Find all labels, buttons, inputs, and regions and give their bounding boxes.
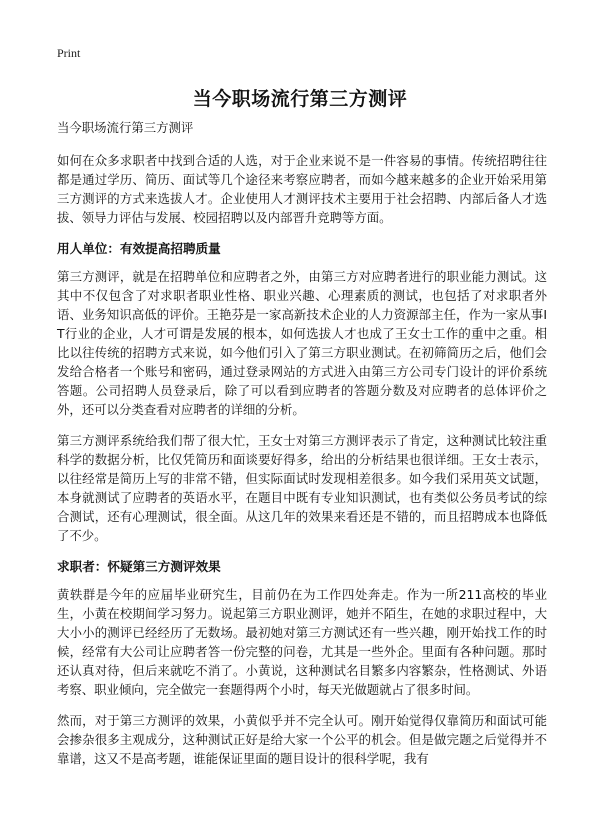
article-subtitle: 当今职场流行第三方测评 xyxy=(57,120,194,135)
paragraph-employer-1: 第三方测评，就是在招聘单位和应聘者之外，由第三方对应聘者进行的职业能力测试。这其中不仅包含了对求职者职业性格、职业兴趣、心理素质的测试，也包括了对求职者外语、业务知识高低的评价。王艳芬是一家高新技术企业的人力资源部主任，作为一家从事IT行业的企业，人才可谓是发展的根本，如何选拔人才也成了王女士工作的重中之重。相比以往传统的招聘方式来说，如今他们引入了第三方职业测试。在初筛简历之后，他们会发给合格者一个账号和密码，通过登录网站的方式进入由第三方公司专门设计的评价系统答题。公司招聘人员登录后，除了可以看到应聘者的答题分数及对应聘者的总体评价之外，还可以分类查看对应聘者的详细的分析。 xyxy=(57,269,547,417)
paragraph-jobseeker-1: 黄轶群是今年的应届毕业研究生，目前仍在为工作四处奔走。作为一所211高校的毕业生，小黄在校期间学习努力。说起第三方职业测评，她并不陌生，在她的求职过程中，大大小小的测评已经经历了无数场。最初她对第三方测试还有一些兴趣，刚开始找工作的时候，经常有大公司让应聘者答一份完整的问卷，尤其是一些外企。里面有各种问题。那时还认真对待，但后来就吃不消了。小黄说，这种测试名目繁多内容繁杂，性格测试、外语考察、职业倾向，完全做完一套题得两个小时，每天光做题就占了很多时间。 xyxy=(57,587,547,697)
section-heading-jobseeker: 求职者：怀疑第三方测评效果 xyxy=(57,559,221,574)
paragraph-jobseeker-2: 然而，对于第三方测评的效果，小黄似乎并不完全认可。刚开始觉得仅靠简历和面试可能会掺杂很多主观成分，这种测试正好是给大家一个公平的机会。但是做完题之后觉得并不靠谱，这又不是高考题，谁能保证里面的题目设计的很科学呢，我有 xyxy=(57,713,547,766)
page-title: 当今职场流行第三方测评 xyxy=(192,88,408,110)
article-body xyxy=(57,118,547,780)
print-link[interactable]: Print xyxy=(57,46,81,60)
paragraph-intro: 如何在众多求职者中找到合适的人选，对于企业来说不是一件容易的事情。传统招聘往往都是通过学历、简历、面试等几个途径来考察应聘者，而如今越来越多的企业开始采用第三方测评的方式来选拔人才。企业使用人才测评技术主要用于社会招聘、内部后备人才选拔、领导力评估与发展、校园招聘以及内部晋升竞聘等方面。 xyxy=(57,153,547,225)
section-heading-employer: 用人单位：有效提高招聘质量 xyxy=(57,241,221,256)
paragraph-employer-2: 第三方测评系统给我们帮了很大忙，王女士对第三方测评表示了肯定，这种测试比较注重科学的数据分析，比仅凭简历和面谈要好得多，给出的分析结果也很详细。王女士表示，以往经常是简历上写的非常不错，但实际面试时发现相差很多。如今我们采用英文试题，本身就测试了应聘者的英语水平，在题目中既有专业知识测试，也有类似公务员考试的综合测试，还有心理测试，很全面。从这几年的效果来看还是不错的，而且招聘成本也降低了不少。 xyxy=(57,433,547,543)
